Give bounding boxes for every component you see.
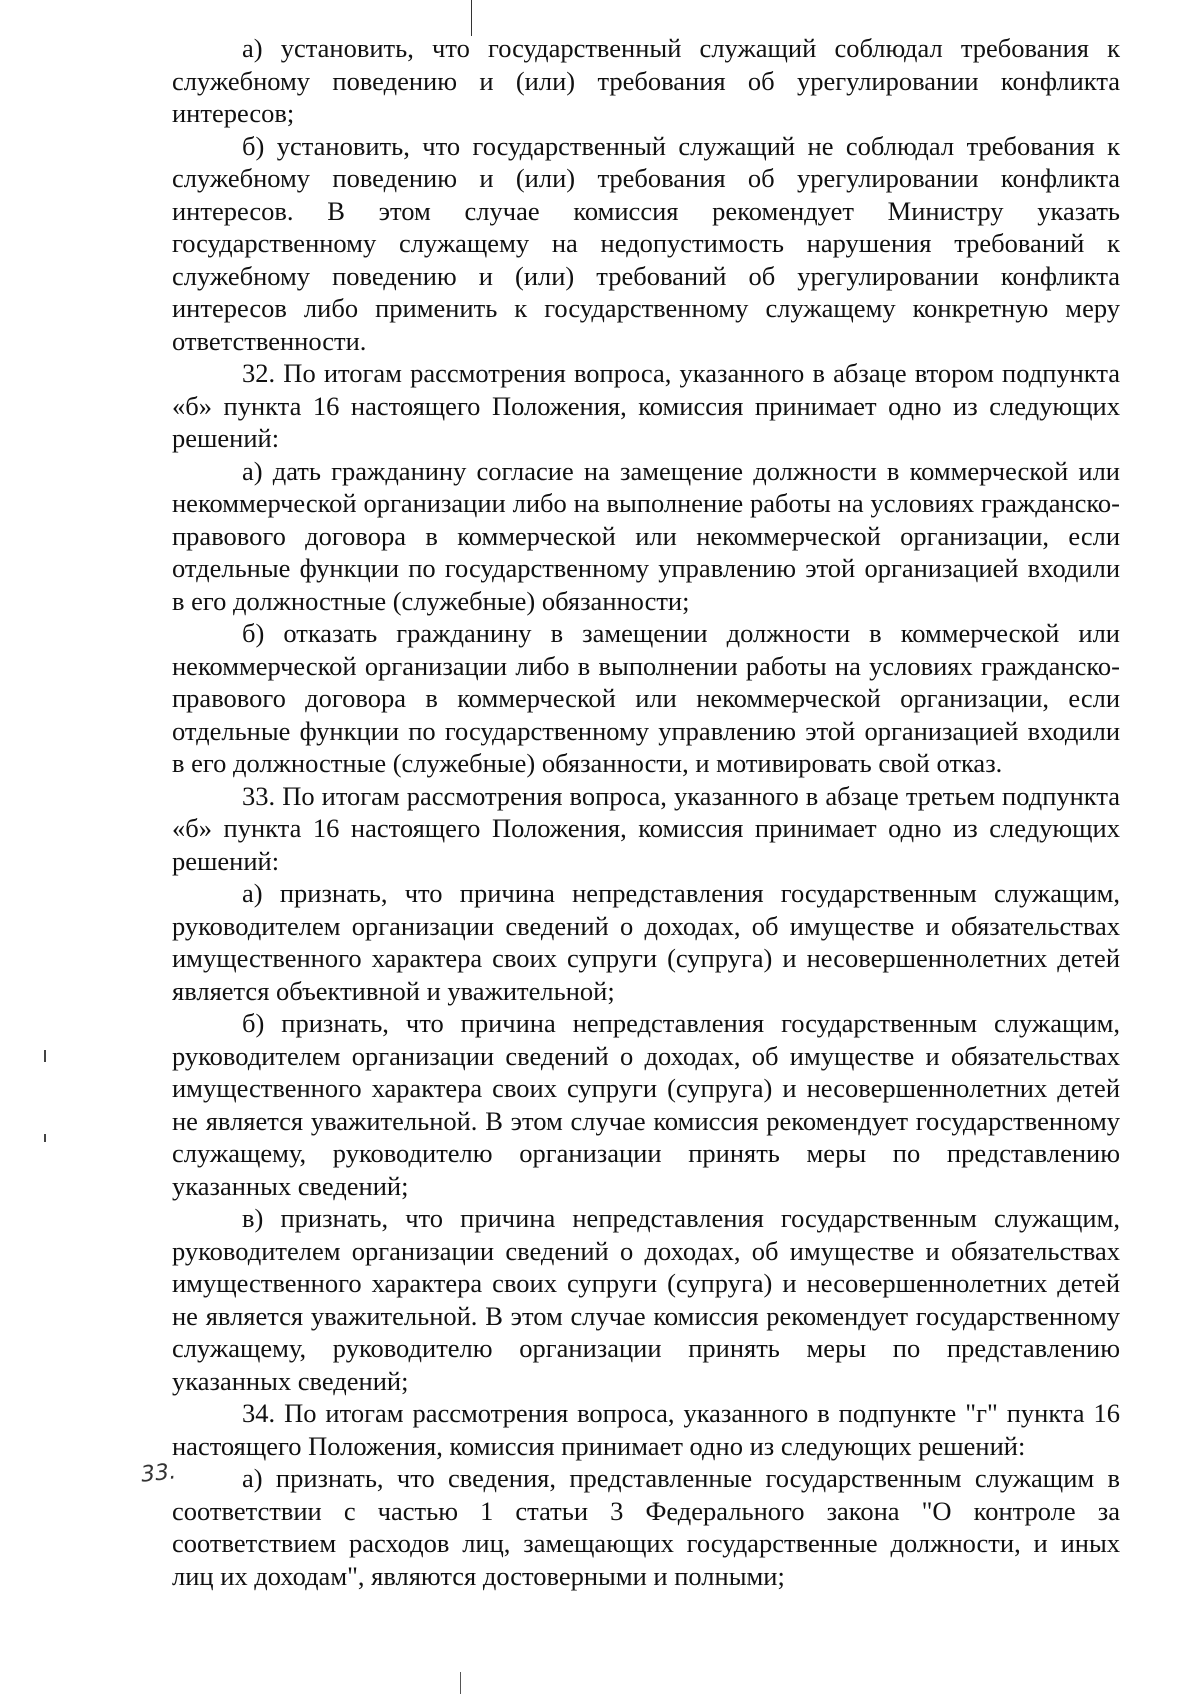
document-page — [172, 32, 1120, 1592]
scan-fold-mark-bottom — [460, 1672, 461, 1694]
margin-tick-mark — [44, 1050, 46, 1062]
paragraph-33: 33. По итогам рассмотрения вопроса, указанного в абзаце третьем подпункта «б» пункта 16 настоящего Положения, комиссия принимает одно из следующих решений: — [172, 780, 1120, 876]
paragraph-31a: а) установить, что государственный служащий соблюдал требования к служебному поведению и (или) требования об урегулировании конфликта интересов; — [172, 33, 1120, 128]
paragraph-32a: а) дать гражданину согласие на замещение должности в коммерческой или некоммерческой организации либо на выполнение работы на условиях гражданско-правового договора в коммерческой или некоммерческой организации, если отдельные функции по государственному управлению этой организацией входили в его должностные (служебные) обязанности; — [172, 455, 1120, 616]
paragraph-33c: в) признать, что причина непредставления государственным служащим, руководителем организации сведений о доходах, об имуществе и обязательствах имущественного характера своих супруги (супруга) и несовершеннолетних детей не является уважительной. В этом случае комиссия рекомендует государственному служащему, руководителю организации принять меры по представлению указанных сведений; — [172, 1203, 1120, 1396]
paragraph-32b: б) отказать гражданину в замещении должности в коммерческой или некоммерческой организации либо в выполнении работы на условиях гражданско-правового договора в коммерческой или некоммерческой организации, если отдельные функции по государственному управлению этой организацией входили в его должностные (служебные) обязанности, и мотивировать свой отказ. — [172, 618, 1120, 778]
scan-fold-mark — [471, 0, 472, 36]
paragraph-32: 32. По итогам рассмотрения вопроса, указанного в абзаце втором подпункта «б» пункта 16 настоящего Положения, комиссия принимает одно из следующих решений: — [172, 358, 1120, 453]
handwritten-margin-note: 33. — [139, 1459, 178, 1488]
paragraph-33a: а) признать, что причина непредставления государственным служащим, руководителем организации сведений о доходах, об имуществе и обязательствах имущественного характера своих супруги (супруга) и несовершеннолетних детей является объективной и уважительной; — [172, 878, 1120, 1006]
margin-tick-mark — [44, 1134, 46, 1142]
paragraph-34: 34. По итогам рассмотрения вопроса, указанного в подпункте "г" пункта 16 настоящего Положения, комиссия принимает одно из следующих решений: — [172, 1398, 1120, 1461]
paragraph-34a: а) признать, что сведения, представленные государственным служащим в соответствии с частью 1 статьи 3 Федерального закона "О контроле за соответствием расходов лиц, замещающих государственные должности, и иных лиц их доходам", являются достоверными и полными; — [172, 1463, 1120, 1591]
paragraph-31b: б) установить, что государственный служащий не соблюдал требования к служебному поведению и (или) требования об урегулировании конфликта интересов. В этом случае комиссия рекомендует Министру указать государственному служащему на недопустимость нарушения требований к служебному поведению и (или) требований об урегулировании конфликта интересов либо применить к государственному служащему конкретную меру ответственности. — [172, 130, 1120, 356]
paragraph-33b: б) признать, что причина непредставления государственным служащим, руководителем организации сведений о доходах, об имуществе и обязательствах имущественного характера своих супруги (супруга) и несовершеннолетних детей не является уважительной. В этом случае комиссия рекомендует государственному служащему, руководителю организации принять меры по представлению указанных сведений; — [172, 1008, 1120, 1201]
